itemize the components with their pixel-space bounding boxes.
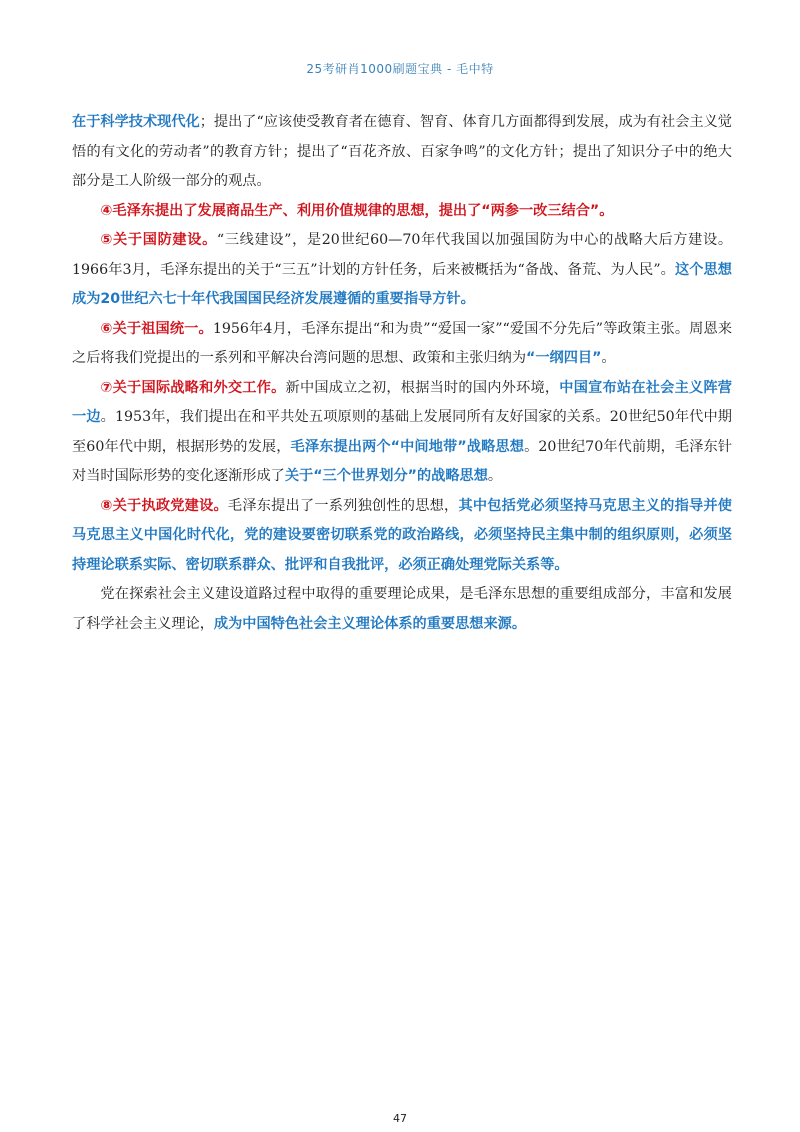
section-heading: ⑤关于国防建设。 bbox=[100, 232, 217, 248]
paragraph-reunification bbox=[72, 315, 732, 374]
page-number: 47 bbox=[393, 1112, 407, 1125]
page-header: 25考研肖1000刷题宝典 - 毛中特 bbox=[306, 62, 494, 76]
highlight-text: “一纲四目” bbox=[526, 350, 602, 366]
body-text: ；提出了“应该使受教育者在德育、智育、体育几方面都得到发展，成为有社会主义觉悟的有文化的劳动者”的教育方针；提出了“百花齐放、百家争鸣”的文化方针；提出了知识分子中的绝大部分是工人阶级一部分的观点。 bbox=[72, 114, 732, 189]
highlight-text: 这个思想成为20世纪六七十年代我国国民经济发展遵循的重要指导方针。 bbox=[72, 261, 732, 307]
paragraph-foreign-affairs bbox=[72, 374, 732, 492]
section-heading: ⑧关于执政党建设。 bbox=[100, 497, 228, 514]
body-text: 1956年4月，毛泽东提出“和为贵”“爱国一家”“爱国不分先后”等政策主张。周恩来之后将我们党提出的一系列和平解决台湾问题的思想、政策和主张归纳为 bbox=[72, 320, 733, 366]
body-text: 。 bbox=[487, 468, 503, 484]
body-text: 。20世纪70年代前期，毛泽东针对当时国际形势的变化逐渐形成了 bbox=[72, 438, 733, 484]
highlight-text: 成为中国特色社会主义理论体系的重要思想来源。 bbox=[213, 615, 527, 632]
paragraph-commodity-production bbox=[72, 197, 732, 227]
highlight-text: 其中包括党必须坚持马克思主义的指导并使马克思主义中国化时代化，党的建设要密切联系党的政治路线，必须坚持民主集中制的组织原则，必须坚持理论联系实际、密切联系群众、批评和自我批评，必须正确处理党际关系等。 bbox=[72, 497, 732, 573]
highlight-text: 关于“三个世界划分”的战略思想 bbox=[284, 468, 488, 484]
paragraph-summary bbox=[72, 580, 732, 639]
body-text: 毛泽东提出了一系列独创性的思想， bbox=[227, 497, 459, 514]
paragraph-party-building bbox=[72, 492, 732, 581]
body-text: “三线建设”，是20世纪60—70年代我国以加强国防为中心的战略大后方建设。1966年3月，毛泽东提出的关于“三五”计划的方针任务，后来被概括为“备战、备荒、为人民”。 bbox=[72, 232, 733, 278]
paragraph-national-defense bbox=[72, 226, 732, 315]
section-heading: ⑦关于国际战略和外交工作。 bbox=[100, 379, 286, 396]
highlight-text: 在于科学技术现代化 bbox=[72, 114, 200, 130]
body-text: 。1953年，我们提出在和平共处五项原则的基础上发展同所有友好国家的关系。20世纪50年代中期至60年代中期，根据形势的发展， bbox=[72, 409, 732, 455]
body-text: 党在探索社会主义建设道路过程中取得的重要理论成果，是毛泽东思想的重要组成部分，丰富和发展了科学社会主义理论， bbox=[72, 586, 732, 632]
page-content bbox=[72, 108, 732, 639]
highlight-text: 毛泽东提出两个“中间地带”战略思想 bbox=[290, 438, 525, 455]
paragraph-education-culture bbox=[72, 108, 732, 197]
body-text: 新中国成立之初，根据当时的国内外环境， bbox=[285, 379, 560, 396]
highlight-text: 中国宣布站在社会主义阵营一边 bbox=[72, 379, 732, 425]
body-text: 。 bbox=[601, 350, 616, 366]
section-heading: ⑥关于祖国统一。 bbox=[100, 320, 213, 337]
section-heading: ④毛泽东提出了发展商品生产、利用价值规律的思想，提出了“两参一改三结合”。 bbox=[100, 202, 614, 219]
